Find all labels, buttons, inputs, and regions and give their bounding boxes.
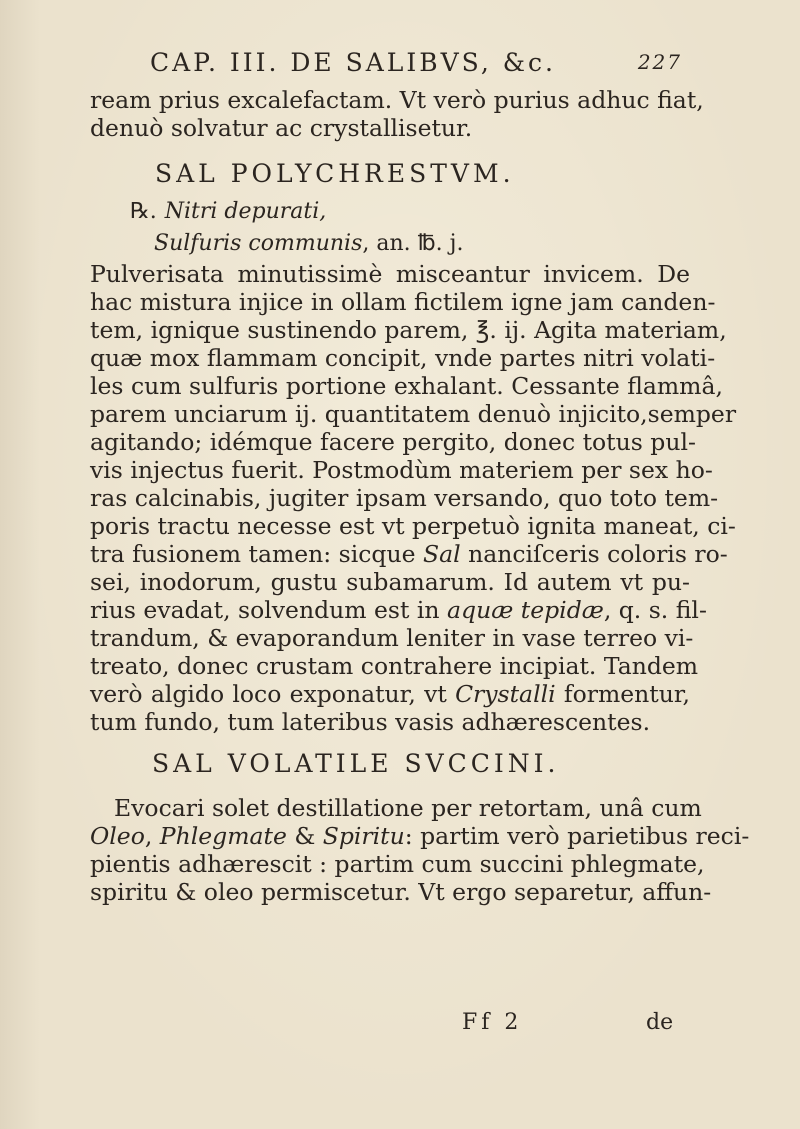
signature-mark: Ff 2 [462,1010,523,1035]
text-run: nanciſceris coloris ro- [460,540,728,568]
text-line: pientis adhærescit : partim cum succini phlegmate, [90,850,705,878]
text-line: treato, donec crustam contrahere incipiat. Tandem [90,652,699,680]
text-run: : partim verò parietibus reci- [404,822,750,850]
text-run-italic: Phlegmate [159,822,287,850]
recipe-symbol: ℞. [130,199,157,224]
text-run-italic: Crystalli [455,680,556,708]
catchword: de [646,1010,674,1035]
text-line: parem unciarum ij. quantitatem denuò injicito,semper [90,400,737,428]
text-line: ras calcinabis, jugiter ipsam versando, quo toto tem- [90,484,719,512]
text-line: Evocari solet destillatione per retortam, unâ cum [114,794,702,822]
text-line [90,540,728,568]
text-block [90,48,750,906]
page-number: 227 [637,50,682,74]
text-line: poris tractu necesse est vt perpetuò ignita maneat, ci- [90,512,736,540]
recipe-line [90,196,690,228]
section-heading-sal-polychrestum: SAL POLYCHRESTVM. [155,159,515,188]
text-line: trandum, & evaporandum leniter in vase terreo vi- [90,624,694,652]
text-line: ream prius excalefactam. Vt verò purius adhuc fiat, [90,86,704,114]
text-line: agitando; idémque facere pergito, donec totus pul- [90,428,696,456]
text-line: hac mistura injice in ollam fictilem igne jam canden- [90,288,716,316]
recipe-ingredient: Sulfuris communis [154,231,363,256]
text-run: & [286,822,323,850]
text-line: vis injectus fuerit. Postmodùm materiem per sex ho- [90,456,713,484]
text-line: Pulverisata minutissimè misceantur invicem. De [90,260,690,288]
text-line: spiritu & oleo permiscetur. Vt ergo separetur, affun- [90,878,712,906]
text-run: verò algido loco exponatur, vt [90,680,456,708]
section-heading-sal-volatile-succini: SAL VOLATILE SVCCINI. [152,749,560,778]
text-line: quæ mox flammam concipit, vnde partes nitri volati- [90,344,716,372]
text-run: tra fusionem tamen: sicque [90,540,423,568]
text-run: rius evadat, solvendum est in [90,596,448,624]
text-run-italic: aquæ tepidæ [447,596,604,624]
text-run: , q. s. fil- [603,596,707,624]
text-run: formentur, [555,680,690,708]
text-run: , [144,822,160,850]
text-line: tem, ignique sustinendo parem, ℥. ij. Agita materiam, [90,316,727,344]
text-line: les cum sulfuris portione exhalant. Cessante flammâ, [90,372,723,400]
recipe-quantity: , an. ℔. j. [362,231,464,256]
running-head-title: CAP. III. DE SALIBVS, &c. [150,48,557,77]
recipe-line [90,228,690,260]
text-line: denuò solvatur ac crystallisetur. [90,114,473,142]
text-line [90,680,690,708]
text-line [90,822,750,850]
text-line [90,596,707,624]
recipe-ingredient: Nitri depurati, [164,199,327,224]
text-line: sei, inodorum, gustu subamarum. Id autem vt pu- [90,568,690,596]
text-run-italic: Spiritu [322,822,405,850]
text-run-italic: Oleo [90,822,145,850]
text-line: tum fundo, tum lateribus vasis adhærescentes. [90,708,651,736]
text-run-italic: Sal [422,540,461,568]
running-head [90,48,690,86]
